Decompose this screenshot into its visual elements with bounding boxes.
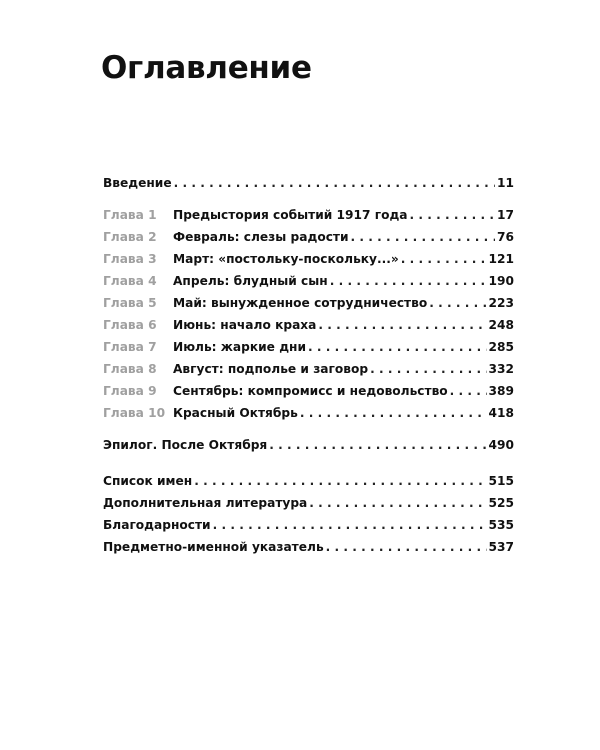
toc-entry-chapter: [103, 292, 514, 314]
dot-leader: [309, 492, 486, 514]
entry-title: Апрель: блудный сын: [173, 274, 328, 288]
entry-title: Эпилог. После Октября: [103, 438, 268, 452]
toc-entry-chapter: [103, 270, 514, 292]
chapter-label: Глава 1: [103, 208, 157, 222]
page-number: 76: [497, 230, 514, 244]
toc-entry-back-matter: [103, 514, 514, 536]
toc-entry-chapter: [103, 204, 514, 226]
entry-title: Предыстория событий 1917 года: [173, 208, 408, 222]
dot-leader: [401, 248, 487, 270]
entry-title: Дополнительная литература: [103, 496, 308, 510]
page-number: 190: [488, 274, 514, 288]
entry-title: Февраль: слезы радости: [173, 230, 349, 244]
toc-entry-chapter: [103, 402, 514, 424]
entry-title: Введение: [103, 176, 172, 190]
chapter-label: Глава 2: [103, 230, 157, 244]
page-number: 535: [488, 518, 514, 532]
table-of-contents: [103, 172, 514, 558]
entry-title: Благодарности: [103, 518, 211, 532]
page-number: 285: [488, 340, 514, 354]
page-number: 11: [497, 176, 514, 190]
toc-entry-chapter: [103, 314, 514, 336]
toc-entry-chapter: [103, 248, 514, 270]
toc-entry-chapter: [103, 358, 514, 380]
dot-leader: [318, 314, 486, 336]
entry-title: Июль: жаркие дни: [173, 340, 306, 354]
page-number: 248: [488, 318, 514, 332]
page-number: 418: [488, 406, 514, 420]
entry-title: Предметно-именной указатель: [103, 540, 324, 554]
entry-title: Август: подполье и заговор: [173, 362, 369, 376]
entry-title: Сентябрь: компромисс и недовольство: [173, 384, 448, 398]
dot-leader: [174, 172, 495, 194]
page-number: 17: [497, 208, 514, 222]
dot-leader: [370, 358, 486, 380]
chapter-label: Глава 9: [103, 384, 157, 398]
dot-leader: [351, 226, 496, 248]
dot-leader: [450, 380, 487, 402]
page-title: Оглавление: [101, 50, 312, 86]
dot-leader: [300, 402, 487, 424]
toc-entry-epilogue: [103, 434, 514, 456]
entry-title: Май: вынужденное сотрудничество: [173, 296, 428, 310]
dot-leader: [330, 270, 487, 292]
chapter-label: Глава 6: [103, 318, 157, 332]
dot-leader: [410, 204, 495, 226]
chapter-label: Глава 4: [103, 274, 157, 288]
dot-leader: [213, 514, 487, 536]
chapter-label: Глава 10: [103, 406, 166, 420]
chapter-label: Глава 3: [103, 252, 157, 266]
page-number: 515: [488, 474, 514, 488]
dot-leader: [326, 536, 487, 558]
entry-title: Список имен: [103, 474, 193, 488]
toc-entry-chapter: [103, 226, 514, 248]
page-number: 223: [488, 296, 514, 310]
page-number: 121: [488, 252, 514, 266]
entry-title: Июнь: начало краха: [173, 318, 317, 332]
dot-leader: [429, 292, 486, 314]
toc-entry-chapter: [103, 336, 514, 358]
toc-entry-introduction: [103, 172, 514, 194]
toc-entry-back-matter: [103, 492, 514, 514]
page-number: 490: [488, 438, 514, 452]
page-number: 525: [488, 496, 514, 510]
page-number: 537: [488, 540, 514, 554]
dot-leader: [308, 336, 487, 358]
page-number: 389: [488, 384, 514, 398]
toc-entry-back-matter: [103, 536, 514, 558]
dot-leader: [194, 470, 486, 492]
toc-entry-chapter: [103, 380, 514, 402]
toc-entry-back-matter: [103, 470, 514, 492]
chapter-label: Глава 7: [103, 340, 157, 354]
entry-title: Красный Октябрь: [173, 406, 298, 420]
page-number: 332: [488, 362, 514, 376]
dot-leader: [269, 434, 486, 456]
chapter-label: Глава 5: [103, 296, 157, 310]
entry-title: Март: «постольку-поскольку...»: [173, 252, 399, 266]
chapter-label: Глава 8: [103, 362, 157, 376]
